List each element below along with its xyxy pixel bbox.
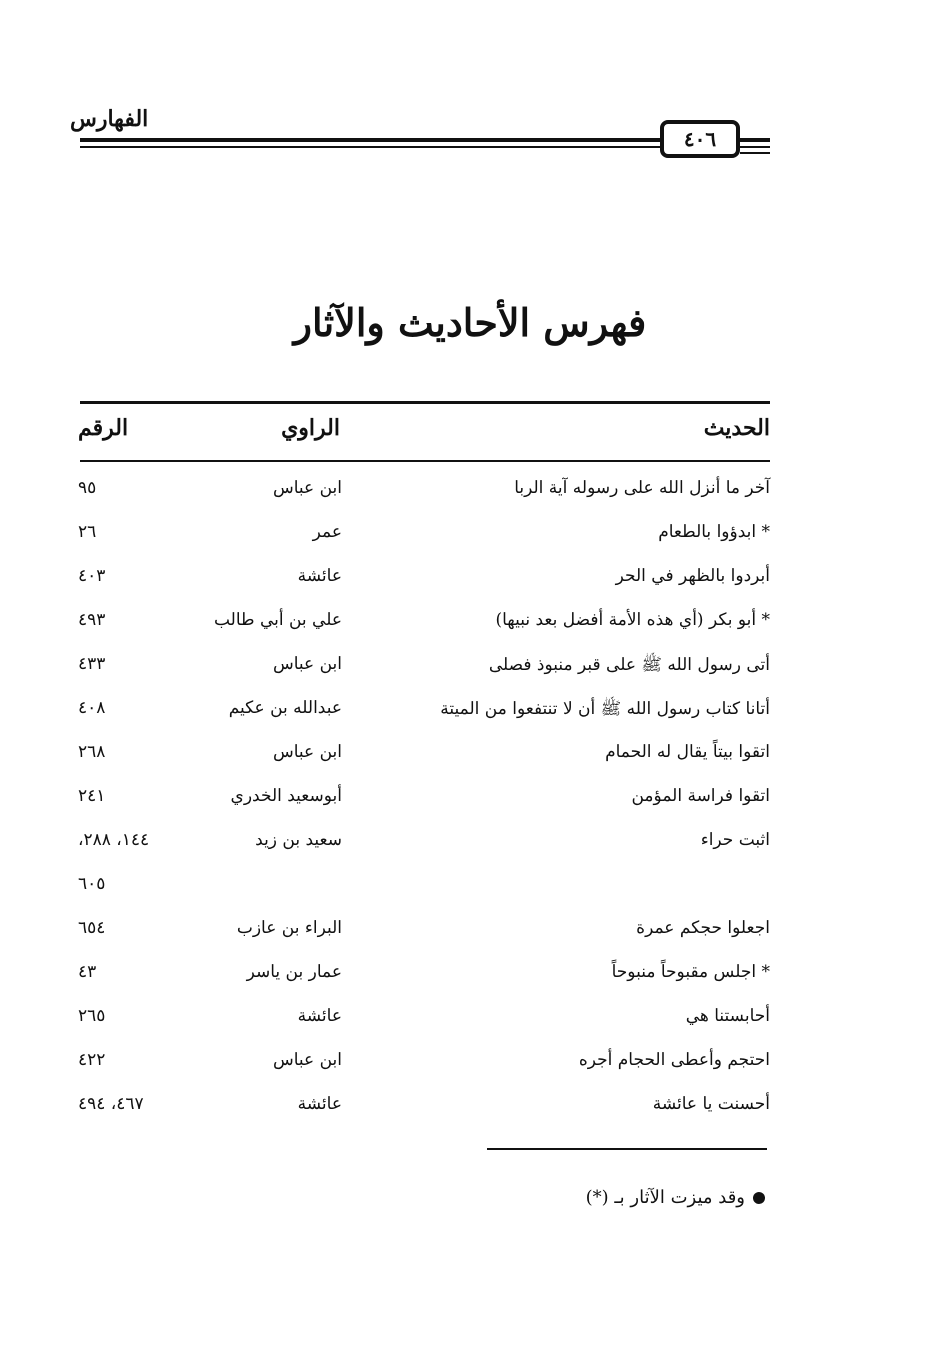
table-row [0, 778, 940, 822]
reference-number: ٤٢٢ [78, 1050, 106, 1070]
reference-number: ٦٠٥ [78, 874, 106, 894]
table-row [0, 734, 940, 778]
table-row [0, 470, 940, 514]
table-row [0, 558, 940, 602]
narrator: عائشة [297, 566, 342, 586]
reference-number: ٤٩٣ [78, 610, 106, 630]
narrator: عبدالله بن عكيم [228, 698, 342, 718]
table-row [0, 954, 940, 998]
table-row [0, 646, 940, 690]
table-top-rule [80, 401, 770, 404]
table-row [0, 602, 940, 646]
reference-number: ٩٥ [78, 478, 97, 498]
hadith-text: احتجم وأعطى الحجام أجره [578, 1050, 770, 1070]
narrator: ابن عباس [272, 1050, 342, 1070]
hadith-text: اتقوا بيتاً يقال له الحمام [605, 742, 770, 762]
narrator: عائشة [297, 1006, 342, 1026]
table-row [0, 998, 940, 1042]
bullet-icon [753, 1192, 765, 1204]
table-header-rule [80, 460, 770, 462]
hadith-text: اثبت حراء [700, 830, 770, 850]
narrator: ابن عباس [272, 742, 342, 762]
table-row-continuation [0, 866, 940, 910]
reference-number: ٢٦٥ [78, 1006, 106, 1026]
reference-number: ٢٦٨ [78, 742, 106, 762]
running-title: الفهارس [70, 106, 149, 132]
reference-number: ٤٠٣ [78, 566, 106, 586]
reference-number: ٤٣ [78, 962, 97, 982]
table-row [0, 514, 940, 558]
column-header-number: الرقم [78, 415, 129, 441]
narrator: البراء بن عازب [236, 918, 342, 938]
footnote-rule [487, 1148, 767, 1150]
column-header-hadith: الحديث [703, 415, 770, 441]
footnote [586, 1187, 765, 1208]
hadith-text: أحسنت يا عائشة [652, 1094, 770, 1114]
table-row [0, 1086, 940, 1130]
narrator: عائشة [297, 1094, 342, 1114]
table-row [0, 690, 940, 734]
narrator: سعيد بن زيد [255, 830, 342, 850]
hadith-text: اتقوا فراسة المؤمن [631, 786, 770, 806]
narrator: علي بن أبي طالب [213, 610, 342, 630]
column-header-rawi: الراوي [281, 415, 340, 441]
narrator: ابن عباس [272, 478, 342, 498]
hadith-text: * أبو بكر (أي هذه الأمة أفضل بعد نبيها) [495, 610, 770, 630]
index-table-body [0, 470, 940, 1130]
hadith-text: * ابدؤوا بالطعام [658, 522, 770, 542]
header-rule-short [740, 152, 770, 154]
table-row [0, 910, 940, 954]
narrator: ابن عباس [272, 654, 342, 674]
table-row [0, 1042, 940, 1086]
reference-number: ٤٦٧، ٤٩٤ [78, 1094, 144, 1114]
hadith-text: أتانا كتاب رسول الله ﷺ أن لا تنتفعوا من الميتة [440, 699, 770, 719]
page-title: فهرس الأحاديث والآثار [293, 300, 647, 345]
hadith-text: أتى رسول الله ﷺ على قبر منبوذ فصلى [488, 655, 770, 675]
reference-number: ٤٠٨ [78, 698, 106, 718]
narrator: أبوسعيد الخدري [230, 786, 342, 806]
hadith-text: اجعلوا حجكم عمرة [636, 918, 770, 938]
reference-number: ٦٥٤ [78, 918, 106, 938]
reference-number: ١٤٤، ٢٨٨، [78, 830, 150, 850]
narrator: عمر [312, 522, 342, 542]
reference-number: ٢٦ [78, 522, 97, 542]
table-row [0, 822, 940, 866]
reference-number: ٢٤١ [78, 786, 106, 806]
hadith-text: أبردوا بالظهر في الحر [615, 566, 770, 586]
hadith-text: * اجلس مقبوحاً منبوحاً [611, 962, 770, 982]
hadith-text: آخر ما أنزل الله على رسوله آية الربا [514, 478, 770, 498]
hadith-text: أحابستنا هي [685, 1006, 770, 1026]
page-number: ٤٠٦ [660, 120, 740, 158]
narrator: عمار بن ياسر [246, 962, 342, 982]
reference-number: ٤٣٣ [78, 654, 106, 674]
footnote-text: وقد ميزت الآثار بـ (*) [585, 1187, 745, 1208]
